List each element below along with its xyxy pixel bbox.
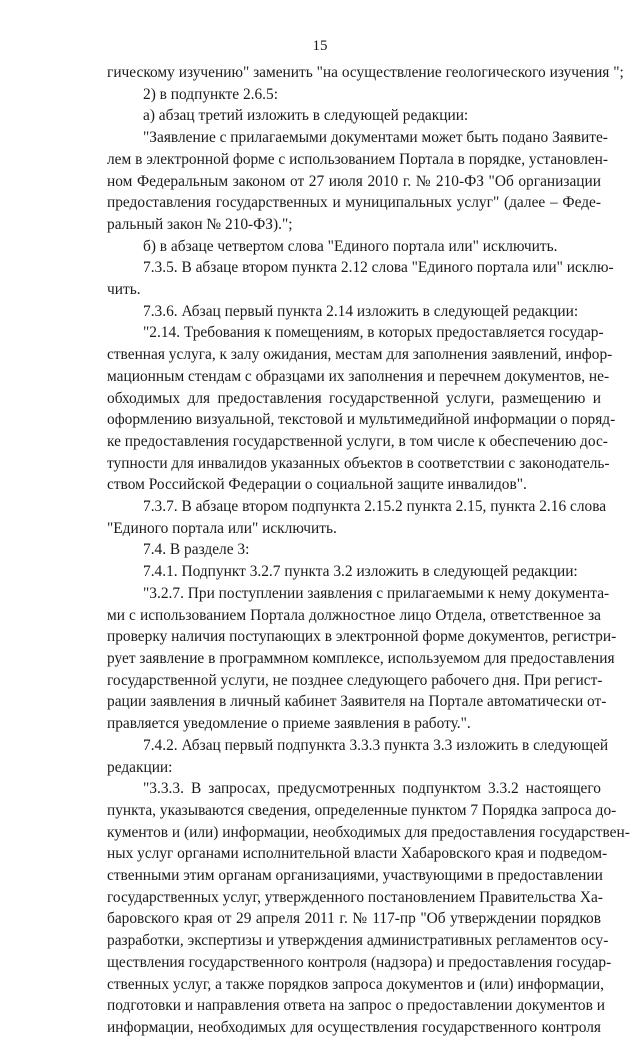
text-line: ственных услуг, а также порядков запроса документов и (или) информации, bbox=[107, 975, 604, 993]
text-line: кументов и (или) информации, необходимых для предоставления государствен- bbox=[107, 823, 630, 841]
text-line: "2.14. Требования к помещениям, в которых предоставляется государ- bbox=[143, 324, 604, 342]
text-line: лем в электронной форме с использованием Портала в порядке, установлен- bbox=[107, 150, 609, 168]
text-line: "3.2.7. При поступлении заявления с прилагаемыми к нему документа- bbox=[143, 584, 610, 602]
text-line: пункта, указываются сведения, определенные пунктом 7 Порядка запроса до- bbox=[107, 801, 617, 819]
text-line: оформлению визуальной, текстовой и мультимедийной информации о поряд- bbox=[107, 411, 616, 429]
text-line: 7.3.7. В абзаце втором подпункта 2.15.2 пункта 2.15, пункта 2.16 слова bbox=[143, 498, 607, 516]
text-line: предоставления государственных и муниципальных услуг" (далее – Феде- bbox=[107, 194, 601, 212]
text-line: чить. bbox=[107, 281, 141, 299]
text-line: ральный закон № 210-ФЗ)."; bbox=[107, 215, 293, 233]
text-line: обходимых для предоставления государственной услуги, размещению и bbox=[107, 389, 601, 407]
text-line: ственная услуга, к залу ожидания, местам для заполнения заявлений, инфор- bbox=[107, 346, 613, 364]
text-line: ществления государственного контроля (надзора) и предоставления государ- bbox=[107, 953, 612, 971]
text-line: баровского края от 29 апреля 2011 г. № 117-пр "Об утверждении порядков bbox=[107, 910, 601, 928]
text-line: мационным стендам с образцами их заполнения и перечнем документов, не- bbox=[107, 367, 610, 385]
text-line: редакции: bbox=[107, 758, 173, 776]
text-line: гическому изучению" заменить "на осуществление геологического изучения "; bbox=[107, 64, 624, 81]
text-line: рации заявления в личный кабинет Заявителя на Портале автоматически от- bbox=[107, 693, 607, 711]
text-line: 7.3.6. Абзац первый пункта 2.14 изложить в следующей редакции: bbox=[143, 302, 579, 320]
text-line: "Заявление с прилагаемыми документами может быть подано Заявите- bbox=[143, 129, 608, 147]
text-line: тупности для инвалидов указанных объектов в соответствии с законодатель- bbox=[107, 454, 610, 472]
text-line: ных услуг органами исполнительной власти Хабаровского края и подведом- bbox=[107, 845, 608, 863]
text-line: б) в абзаце четвертом слова "Единого портала или" исключить. bbox=[143, 237, 558, 255]
text-line: "Единого портала или" исключить. bbox=[107, 519, 337, 537]
text-line: ке предоставления государственной услуги, в том числе к обеспечению дос- bbox=[107, 432, 608, 450]
text-line: государственной услуги, не позднее следующего рабочего дня. При регист- bbox=[107, 671, 603, 689]
page-number: 15 bbox=[312, 38, 328, 54]
text-line: ми с использованием Портала должностное лицо Отдела, ответственное за bbox=[107, 606, 601, 624]
text-line: 7.4. В разделе 3: bbox=[143, 541, 250, 559]
text-line: а) абзац третий изложить в следующей редакции: bbox=[143, 107, 469, 125]
text-line: государственных услуг, утвержденного постановлением Правительства Ха- bbox=[107, 888, 603, 906]
text-line: правляется уведомление о приеме заявления в работу.". bbox=[107, 715, 471, 733]
text-line: ством Российской Федерации о социальной защите инвалидов". bbox=[107, 476, 527, 494]
text-line: разработки, экспертизы и утверждения административных регламентов осу- bbox=[107, 932, 609, 950]
text-line: рует заявление в программном комплексе, используемом для предоставления bbox=[107, 649, 615, 667]
text-line: ном Федеральным законом от 27 июля 2010 г. № 210-ФЗ "Об организации bbox=[107, 172, 601, 190]
text-line: 7.4.1. Подпункт 3.2.7 пункта 3.2 изложить в следующей редакции: bbox=[143, 563, 578, 581]
text-line: подготовки и направления ответа на запрос о предоставлении документов и bbox=[107, 997, 605, 1015]
text-line: 7.4.2. Абзац первый подпункта 3.3.3 пункта 3.3 изложить в следующей bbox=[143, 736, 609, 754]
text-line: 2) в подпункте 2.6.5: bbox=[143, 85, 279, 103]
text-line: ственными этим органам организациями, участвующими в предоставлении bbox=[107, 867, 603, 885]
text-line: 7.3.5. В абзаце втором пункта 2.12 слова "Единого портала или" исклю- bbox=[143, 259, 614, 277]
text-line: проверку наличия поступающих в электронной форме документов, регистри- bbox=[107, 628, 617, 646]
text-line: "3.3.3. В запросах, предусмотренных подпунктом 3.3.2 настоящего bbox=[143, 780, 601, 798]
text-line: информации, необходимых для осуществления государственного контроля bbox=[107, 1018, 601, 1036]
document-body bbox=[107, 62, 630, 1039]
